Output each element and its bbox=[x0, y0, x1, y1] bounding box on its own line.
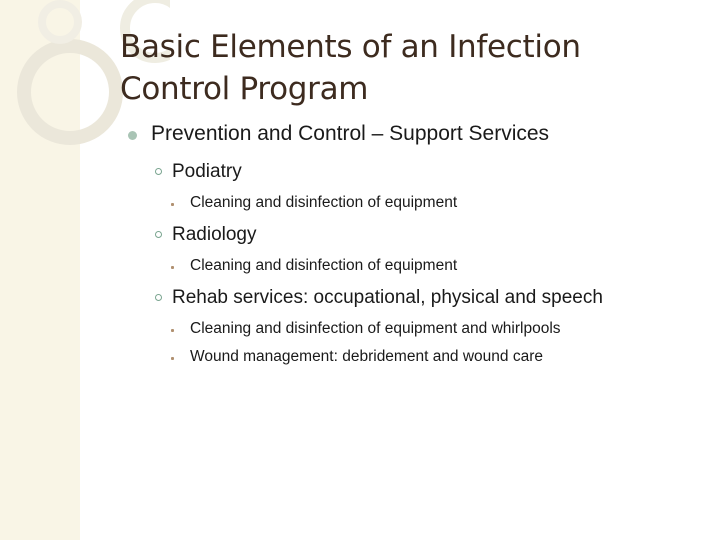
level2-bullet-icon bbox=[155, 231, 162, 238]
level2-bullet-icon bbox=[155, 294, 162, 301]
section-item: Wound management: debridement and wound care bbox=[190, 348, 543, 365]
level3-bullet-icon bbox=[171, 203, 174, 206]
section-item: Cleaning and disinfection of equipment bbox=[190, 194, 458, 211]
level3-bullet-icon bbox=[171, 357, 174, 360]
section-item: Cleaning and disinfection of equipment bbox=[190, 257, 458, 274]
slide-title bbox=[120, 26, 700, 110]
level2-bullet-icon bbox=[155, 168, 162, 175]
section-heading-radiology: Radiology bbox=[172, 224, 257, 245]
level3-bullet-icon bbox=[171, 266, 174, 269]
section-heading-rehab: Rehab services: occupational, physical and speech bbox=[172, 287, 603, 308]
level1-item: Prevention and Control – Support Services bbox=[151, 122, 550, 145]
section-heading-podiatry: Podiatry bbox=[172, 161, 242, 182]
section-item: Cleaning and disinfection of equipment and whirlpools bbox=[190, 320, 561, 337]
level1-bullet-icon bbox=[128, 131, 137, 140]
title-line-2: Control Program bbox=[120, 71, 369, 107]
level3-bullet-icon bbox=[171, 329, 174, 332]
title-line-1: Basic Elements of an Infection bbox=[120, 29, 581, 65]
